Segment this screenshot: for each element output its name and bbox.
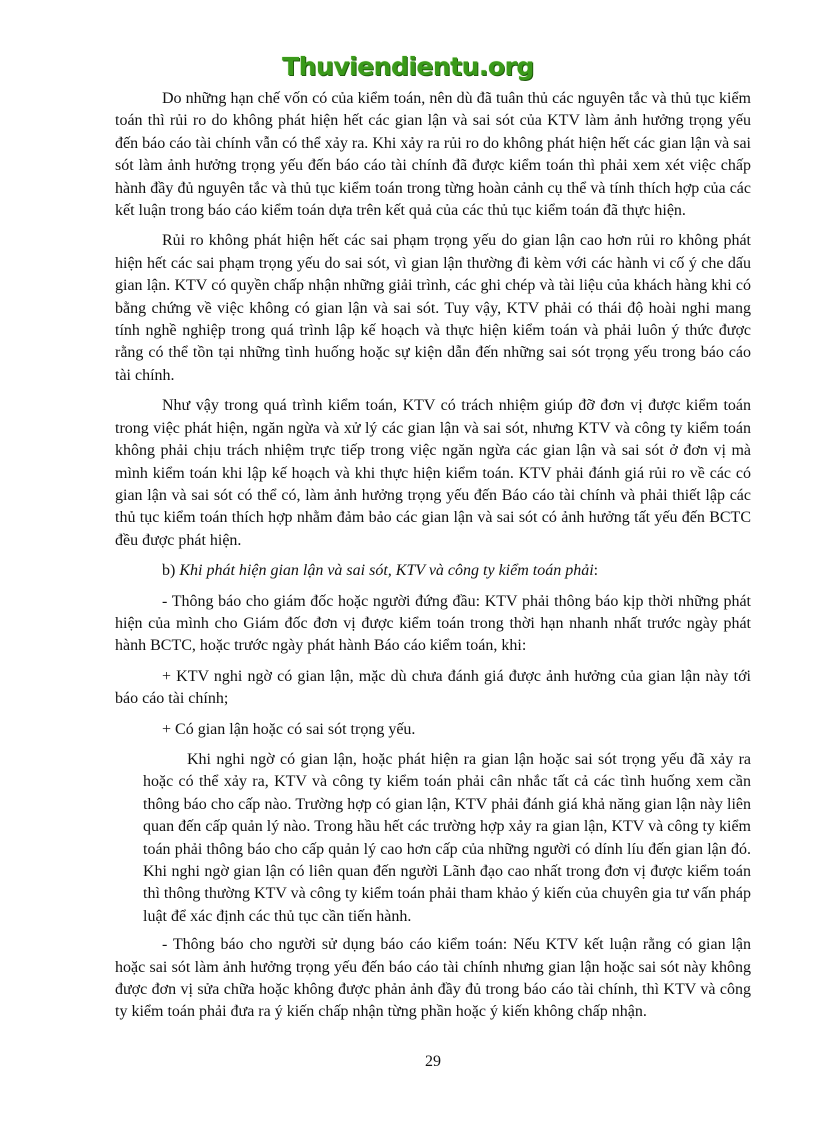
section-heading-b (115, 560, 751, 582)
paragraph: - Thông báo cho người sử dụng báo cáo kiểm toán: Nếu KTV kết luận rằng có gian lận hoặc sai sót làm ảnh hưởng trọng yếu đến báo cáo tài chính nhưng gian lận hoặc sai sót này không được đơn vị sửa chữa hoặc không được phản ảnh đầy đủ trong báo cáo tài chính, thì KTV và công ty kiểm toán phải đưa ra ý kiến chấp nhận từng phần hoặc ý kiến không chấp nhận. (115, 936, 751, 1021)
paragraph: Do những hạn chế vốn có của kiểm toán, nên dù đã tuân thủ các nguyên tắc và thủ tục kiểm toán thì rủi ro do không phát hiện hết các gian lận và sai sót của KTV làm ảnh hưởng trọng yếu đến báo cáo tài chính vẫn có thể xảy ra. Khi xảy ra rủi ro do không phát hiện hết các gian lận và sai sót làm ảnh hưởng trọng yếu đến báo cáo tài chính đã được kiểm toán thì phải xem xét việc chấp hành đầy đủ nguyên tắc và thủ tục kiểm toán trong từng hoàn cảnh cụ thể và tính thích hợp của các kết luận trong báo cáo kiểm toán dựa trên kết quả của các thủ tục kiểm toán đã thực hiện. (115, 90, 751, 220)
site-logo: Thuviendientu.org (282, 52, 534, 81)
indented-paragraph: Khi nghi ngờ có gian lận, hoặc phát hiện ra gian lận hoặc sai sót trọng yếu đã xảy ra hoặc có thể xảy ra, KTV và công ty kiểm toán phải cân nhắc tất cả các tình huống xem cần thông báo cho cấp nào. Trường hợp có gian lận, KTV phải đánh giá khả năng gian lận này liên quan đến cấp quản lý nào. Trong hầu hết các trường hợp xảy ra gian lận, KTV và công ty kiểm toán phải thông báo cho cấp quản lý cao hơn cấp của những người có dính líu đến gian lận đó. Khi nghi ngờ gian lận có liên quan đến người Lãnh đạo cao nhất trong đơn vị được kiểm toán thì thông thường KTV và công ty kiểm toán phải tham khảo ý kiến của chuyên gia tư vấn pháp luật để xác định các thủ tục cần tiến hành. (143, 750, 751, 925)
section-heading-text: Khi phát hiện gian lận và sai sót, KTV và công ty kiểm toán phải (179, 562, 594, 580)
section-label: b) (162, 562, 180, 580)
document-body (115, 88, 751, 1024)
paragraph: Như vậy trong quá trình kiểm toán, KTV có trách nhiệm giúp đỡ đơn vị được kiểm toán trong việc phát hiện, ngăn ngừa và xử lý các gian lận và sai sót, nhưng KTV và công ty kiểm toán không phải chịu trách nhiệm trực tiếp trong việc ngăn ngừa các gian lận và sai sót ở đơn vị mà mình kiểm toán khi lập kế hoạch và khi thực hiện kiểm toán. KTV phải đánh giá rủi ro về các có gian lận và sai sót có thể có, làm ảnh hưởng trọng yếu đến Báo cáo tài chính và phải thiết lập các thủ tục kiểm toán thích hợp nhằm đảm bảo các gian lận và sai sót có ảnh hưởng tất yếu đến BCTC đều được phát hiện. (115, 397, 751, 549)
paragraph: Rủi ro không phát hiện hết các sai phạm trọng yếu do gian lận cao hơn rủi ro không phát hiện hết các sai phạm trọng yếu do sai sót, vì gian lận thường đi kèm với các hành vi cố ý che dấu gian lận. KTV có quyền chấp nhận những giải trình, các ghi chép và tài liệu của khách hàng khi có bằng chứng về việc không có gian lận và sai sót. Tuy vậy, KTV phải có thái độ hoài nghi mang tính nghề nghiệp trong quá trình lập kế hoạch và thực hiện kiểm toán và phải luôn ý thức được rằng có thể tồn tại những tình huống hoặc sự kiện dẫn đến những sai sót trọng yếu trong báo cáo tài chính. (115, 232, 751, 384)
list-item: + Có gian lận hoặc có sai sót trọng yếu. (162, 720, 416, 738)
page-number: 29 (425, 1053, 441, 1070)
paragraph: - Thông báo cho giám đốc hoặc người đứng đầu: KTV phải thông báo kịp thời những phát hiện của mình cho Giám đốc đơn vị được kiểm toán trong thời hạn nhanh nhất trước ngày phát hành BCTC, hoặc trước ngày phát hành Báo cáo kiểm toán, khi: (115, 592, 751, 655)
list-item: + KTV nghi ngờ có gian lận, mặc dù chưa đánh giá được ảnh hưởng của gian lận này tới báo cáo tài chính; (115, 667, 751, 708)
section-heading-colon: : (593, 562, 599, 580)
